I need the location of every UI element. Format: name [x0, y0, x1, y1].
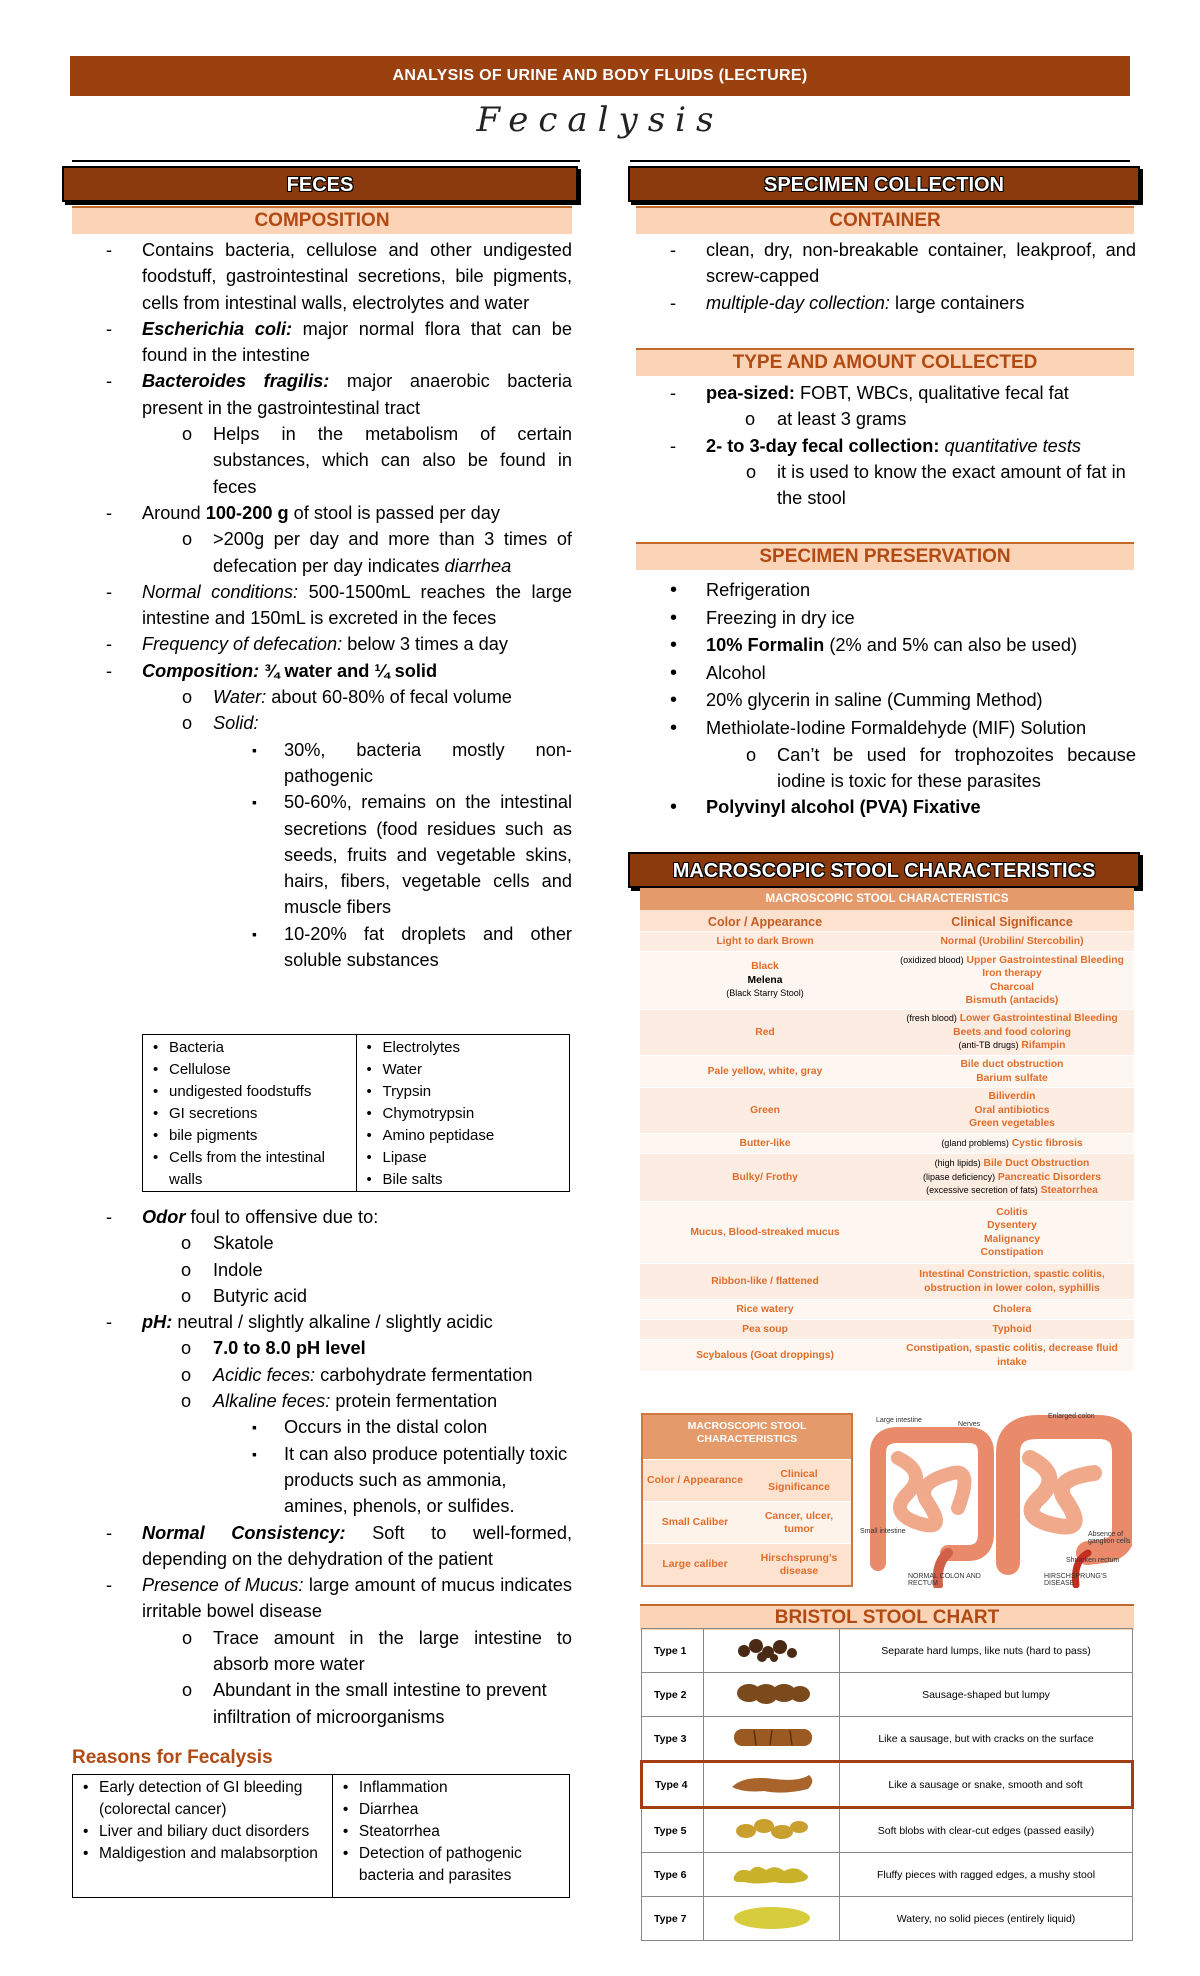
table-row: [640, 1056, 1134, 1088]
list-item: • Alcohol: [636, 660, 1136, 688]
list-item: • Polyvinyl alcohol (PVA) Fixative: [636, 794, 1136, 822]
subheading-bristol: BRISTOL STOOL CHART: [640, 1604, 1134, 1630]
table-item: • Liver and biliary duct disorders: [77, 1821, 328, 1843]
cell: Type 1: [642, 1629, 704, 1673]
table-row: [640, 932, 1134, 952]
cell: Fluffy pieces with ragged edges, a mushy stool: [840, 1853, 1133, 1897]
list-subitem: o Abundant in the small intestine to prevent infiltration of microorganisms: [72, 1677, 572, 1730]
cell: Biliverdin Oral antibiotics Green vegetables: [969, 1091, 1055, 1130]
stool-type-5-icon: [704, 1808, 840, 1853]
cell: Separate hard lumps, like nuts (hard to pass): [840, 1629, 1133, 1673]
cell: Small Caliber: [661, 1516, 729, 1528]
cell: Watery, no solid pieces (entirely liquid): [840, 1897, 1133, 1941]
reasons-table-right: [332, 1775, 569, 1897]
topic-title: Fecalysis: [476, 100, 724, 140]
cell: Type 4: [642, 1762, 704, 1808]
table-row: [640, 952, 1134, 1010]
list-subsubitem: ▪ 30%, bacteria mostly non-pathogenic: [72, 737, 572, 790]
composition-table-right: [356, 1035, 570, 1191]
cell: Intestinal Constriction, spastic colitis, obstruction in lower colon, syphillis: [919, 1269, 1105, 1294]
list-subsubitem: ▪ Occurs in the distal colon: [72, 1414, 572, 1440]
table-item: • Electrolytes: [361, 1037, 566, 1059]
image-label: Absence of ganglion cells: [1088, 1531, 1131, 1545]
divider-left: [72, 160, 580, 162]
cell: Sausage-shaped but lumpy: [840, 1673, 1133, 1717]
type-amount-list: [636, 380, 1136, 511]
cell: Scybalous (Goat droppings): [696, 1349, 834, 1361]
table-item: • Bacteria: [147, 1037, 352, 1059]
container-list: [636, 237, 1136, 316]
macroscopic-table-body: [640, 932, 1134, 1372]
list-item: - Presence of Mucus: large amount of mucus indicates irritable bowel disease: [72, 1572, 572, 1625]
section-specimen-collection: SPECIMEN COLLECTION: [628, 166, 1140, 202]
list-item: • 20% glycerin in saline (Cumming Method): [636, 687, 1136, 715]
table-row: [640, 1154, 1134, 1202]
cell: Light to dark Brown: [716, 935, 814, 947]
stool-type-6-icon: [704, 1853, 840, 1897]
list-item: - Contains bacteria, cellulose and other undigested foodstuff, gastrointestinal secretions, bile pigments, cells from intestinal walls, electrolytes and water: [72, 237, 572, 316]
list-subitem: o Trace amount in the large intestine to absorb more water: [72, 1625, 572, 1678]
image-label: Shrunken rectum: [1066, 1557, 1120, 1564]
cell: Large caliber: [662, 1558, 728, 1570]
image-label: NORMAL COLON AND RECTUM: [908, 1573, 981, 1587]
table-row: [643, 1501, 851, 1543]
list-subsubitem: ▪ It can also produce potentially toxic products such as ammonia, amines, phenols, or sulfides.: [72, 1441, 572, 1520]
image-label: Nerves: [958, 1421, 981, 1428]
table-row: [640, 1134, 1134, 1154]
list-item: - Around 100-200 g of stool is passed per day: [72, 500, 572, 526]
composition-table: [142, 1034, 570, 1192]
stool-type-2-icon: [704, 1673, 840, 1717]
image-label: Small intestine: [860, 1528, 906, 1535]
table-item: • Amino peptidase: [361, 1125, 566, 1147]
table-item: • Cellulose: [147, 1059, 352, 1081]
list-subitem: o Alkaline feces: protein fermentation: [72, 1388, 572, 1414]
cell: Type 6: [642, 1853, 704, 1897]
list-subitem: o Butyric acid: [72, 1283, 572, 1309]
list-item: - pea-sized: FOBT, WBCs, qualitative fecal fat: [636, 380, 1136, 406]
col-header: Color / Appearance: [647, 1474, 743, 1486]
cell: Rice watery: [736, 1303, 794, 1315]
list-item: - Normal conditions: 500-1500mL reaches the large intestine and 150mL is excreted in the feces: [72, 579, 572, 632]
table-row: [642, 1897, 1133, 1941]
table-item: • undigested foodstuffs: [147, 1081, 352, 1103]
macroscopic-table-title: MACROSCOPIC STOOL CHARACTERISTICS: [640, 888, 1134, 910]
colon-illustration: [858, 1413, 1132, 1588]
cell: (high lipids) Bile Duct Obstruction (lipase deficiency) Pancreatic Disorders (excessive secretion of fats) Steatorrhea: [923, 1158, 1101, 1197]
table-row: [642, 1853, 1133, 1897]
table-row: [640, 1088, 1134, 1134]
cell: Cancer, ulcer, tumor: [764, 1509, 834, 1535]
list-item: • Freezing in dry ice: [636, 605, 1136, 633]
table-item: • Trypsin: [361, 1081, 566, 1103]
list-subitem: o >200g per day and more than 3 times of defecation per day indicates diarrhea: [72, 526, 572, 579]
macroscopic-table: [640, 888, 1134, 1372]
table-item: • Inflammation: [337, 1777, 565, 1799]
cell: Colitis Dysentery Malignancy Constipation: [980, 1206, 1044, 1258]
cell: Bile duct obstruction Barium sulfate: [960, 1059, 1064, 1084]
table-item: • Detection of pathogenic bacteria and parasites: [337, 1843, 565, 1887]
cell: (oxidized blood) Upper Gastrointestinal Bleeding Iron therapy Charcoal Bismuth (antacids): [900, 954, 1124, 1006]
list-item: • 10% Formalin (2% and 5% can also be used): [636, 632, 1136, 660]
list-item: - multiple-day collection: large containers: [636, 290, 1136, 316]
stool-type-4-icon: [704, 1762, 840, 1808]
table-item: • bile pigments: [147, 1125, 352, 1147]
col-header: Color / Appearance: [707, 915, 823, 929]
cell: Constipation, spastic colitis, decrease fluid intake: [906, 1343, 1118, 1368]
col-header: Clinical Significance: [768, 1467, 830, 1493]
cell: Like a sausage, but with cracks on the surface: [840, 1717, 1133, 1762]
list-item: • Refrigeration: [636, 577, 1136, 605]
cell: Ribbon-like / flattened: [711, 1275, 819, 1287]
stool-type-7-icon: [704, 1897, 840, 1941]
table-row: [642, 1808, 1133, 1853]
subheading-container: CONTAINER: [636, 206, 1134, 234]
cell: Butter-like: [739, 1137, 791, 1149]
stool-type-3-icon: [704, 1717, 840, 1762]
table-row: [640, 1202, 1134, 1264]
macroscopic-table-header: [640, 910, 1134, 932]
list-item: - Escherichia coli: major normal flora that can be found in the intestine: [72, 316, 572, 369]
table-row: [642, 1717, 1133, 1762]
subheading-type-amount: TYPE AND AMOUNT COLLECTED: [636, 348, 1134, 376]
cell: Red: [755, 1026, 775, 1038]
cell: Bulky/ Frothy: [732, 1171, 798, 1183]
image-label: HIRSCHSPRUNG'S DISEASE: [1044, 1573, 1107, 1587]
feces-properties-list: [72, 1204, 572, 1730]
table-row: [642, 1673, 1133, 1717]
cell: Hirschsprung’s disease: [760, 1551, 838, 1577]
list-subitem: o at least 3 grams: [636, 406, 1136, 432]
table-item: • Lipase: [361, 1147, 566, 1169]
list-item: - clean, dry, non-breakable container, leakproof, and screw-capped: [636, 237, 1136, 290]
image-label: Large intestine: [876, 1417, 922, 1424]
list-subitem: o Can’t be used for trophozoites because iodine is toxic for these parasites: [636, 742, 1136, 794]
list-subsubitem: ▪ 10-20% fat droplets and other soluble substances: [72, 921, 572, 974]
small-table-title: MACROSCOPIC STOOL CHARACTERISTICS: [643, 1415, 851, 1459]
cell: Black Melena (Black Starry Stool): [726, 961, 804, 999]
cell: Type 5: [642, 1808, 704, 1853]
list-subitem: o Indole: [72, 1257, 572, 1283]
cell: Like a sausage or snake, smooth and soft: [840, 1762, 1133, 1808]
section-feces: FECES: [62, 166, 578, 202]
table-item: • Cells from the intestinal walls: [147, 1147, 352, 1191]
table-row: [643, 1543, 851, 1585]
list-subitem: o Water: about 60-80% of fecal volume: [72, 684, 572, 710]
cell: Typhoid: [992, 1323, 1032, 1335]
composition-table-left: [143, 1035, 356, 1191]
subheading-composition: COMPOSITION: [72, 206, 572, 234]
col-header: Clinical Significance: [951, 915, 1073, 929]
table-item: • Bile salts: [361, 1169, 566, 1191]
divider-right: [630, 160, 1130, 162]
cell: Cholera: [992, 1303, 1032, 1315]
stool-type-1-icon: [704, 1629, 840, 1673]
list-item: - Frequency of defecation: below 3 times a day: [72, 631, 572, 657]
cell: Green: [750, 1104, 780, 1116]
list-subsubitem: ▪ 50-60%, remains on the intestinal secretions (food residues such as seeds, fruits and vegetable skins, hairs, fibers, vegetable cells and muscle fibers: [72, 789, 572, 920]
reasons-heading: Reasons for Fecalysis: [72, 1747, 273, 1768]
table-row: [640, 1300, 1134, 1320]
list-subitem: o Solid:: [72, 710, 572, 736]
cell: Mucus, Blood-streaked mucus: [690, 1226, 840, 1238]
image-label: Enlarged colon: [1048, 1413, 1095, 1420]
cell: Soft blobs with clear-cut edges (passed easily): [840, 1808, 1133, 1853]
list-item: • Methiolate-Iodine Formaldehyde (MIF) Solution: [636, 715, 1136, 743]
cell: (fresh blood) Lower Gastrointestinal Bleeding Beets and food coloring (anti-TB drugs) Rifampin: [906, 1013, 1118, 1052]
cell: Pale yellow, white, gray: [707, 1065, 823, 1077]
list-item: - Normal Consistency: Soft to well-formed, depending on the dehydration of the patient: [72, 1520, 572, 1573]
feces-composition-list: [72, 237, 572, 973]
cell: Pea soup: [742, 1323, 788, 1335]
list-item: - Bacteroides fragilis: major anaerobic bacteria present in the gastrointestinal tract: [72, 368, 572, 421]
table-item: • Steatorrhea: [337, 1821, 565, 1843]
table-item: • Early detection of GI bleeding (colorectal cancer): [77, 1777, 328, 1821]
small-macroscopic-table: [641, 1413, 853, 1587]
subheading-preservation: SPECIMEN PRESERVATION: [636, 542, 1134, 570]
cell: Type 3: [642, 1717, 704, 1762]
table-row: [642, 1762, 1133, 1808]
list-subitem: o Skatole: [72, 1230, 572, 1256]
table-item: • Maldigestion and malabsorption: [77, 1843, 328, 1865]
bristol-stool-chart: [640, 1628, 1134, 1941]
course-title-bar: ANALYSIS OF URINE AND BODY FLUIDS (LECTURE): [70, 56, 1130, 96]
list-subitem: o 7.0 to 8.0 pH level: [72, 1335, 572, 1361]
list-item: - pH: neutral / slightly alkaline / slightly acidic: [72, 1309, 572, 1335]
cell: Normal (Urobilin/ Stercobilin): [940, 935, 1084, 947]
cell: Type 2: [642, 1673, 704, 1717]
table-item: • Water: [361, 1059, 566, 1081]
table-row: [640, 1010, 1134, 1056]
reasons-table-left: [73, 1775, 332, 1897]
list-subitem: o Helps in the metabolism of certain substances, which can also be found in feces: [72, 421, 572, 500]
table-row: [640, 1264, 1134, 1300]
list-item: - Composition: ¾ water and ¼ solid: [72, 658, 572, 684]
preservation-list: [636, 577, 1136, 822]
reasons-table: [72, 1774, 570, 1898]
list-subitem: o Acidic feces: carbohydrate fermentation: [72, 1362, 572, 1388]
list-item: - Odor foul to offensive due to:: [72, 1204, 572, 1230]
table-item: • Diarrhea: [337, 1799, 565, 1821]
list-item: - 2- to 3-day fecal collection: quantitative tests: [636, 433, 1136, 459]
table-item: • Chymotrypsin: [361, 1103, 566, 1125]
table-row: [640, 1340, 1134, 1372]
table-row: [640, 1320, 1134, 1340]
cell: (gland problems) Cystic fibrosis: [941, 1137, 1083, 1149]
cell: Type 7: [642, 1897, 704, 1941]
table-item: • GI secretions: [147, 1103, 352, 1125]
table-row: [642, 1629, 1133, 1673]
section-macroscopic: MACROSCOPIC STOOL CHARACTERISTICS: [628, 852, 1140, 888]
list-subitem: o it is used to know the exact amount of fat in the stool: [636, 459, 1136, 512]
small-table-header: [643, 1459, 851, 1501]
